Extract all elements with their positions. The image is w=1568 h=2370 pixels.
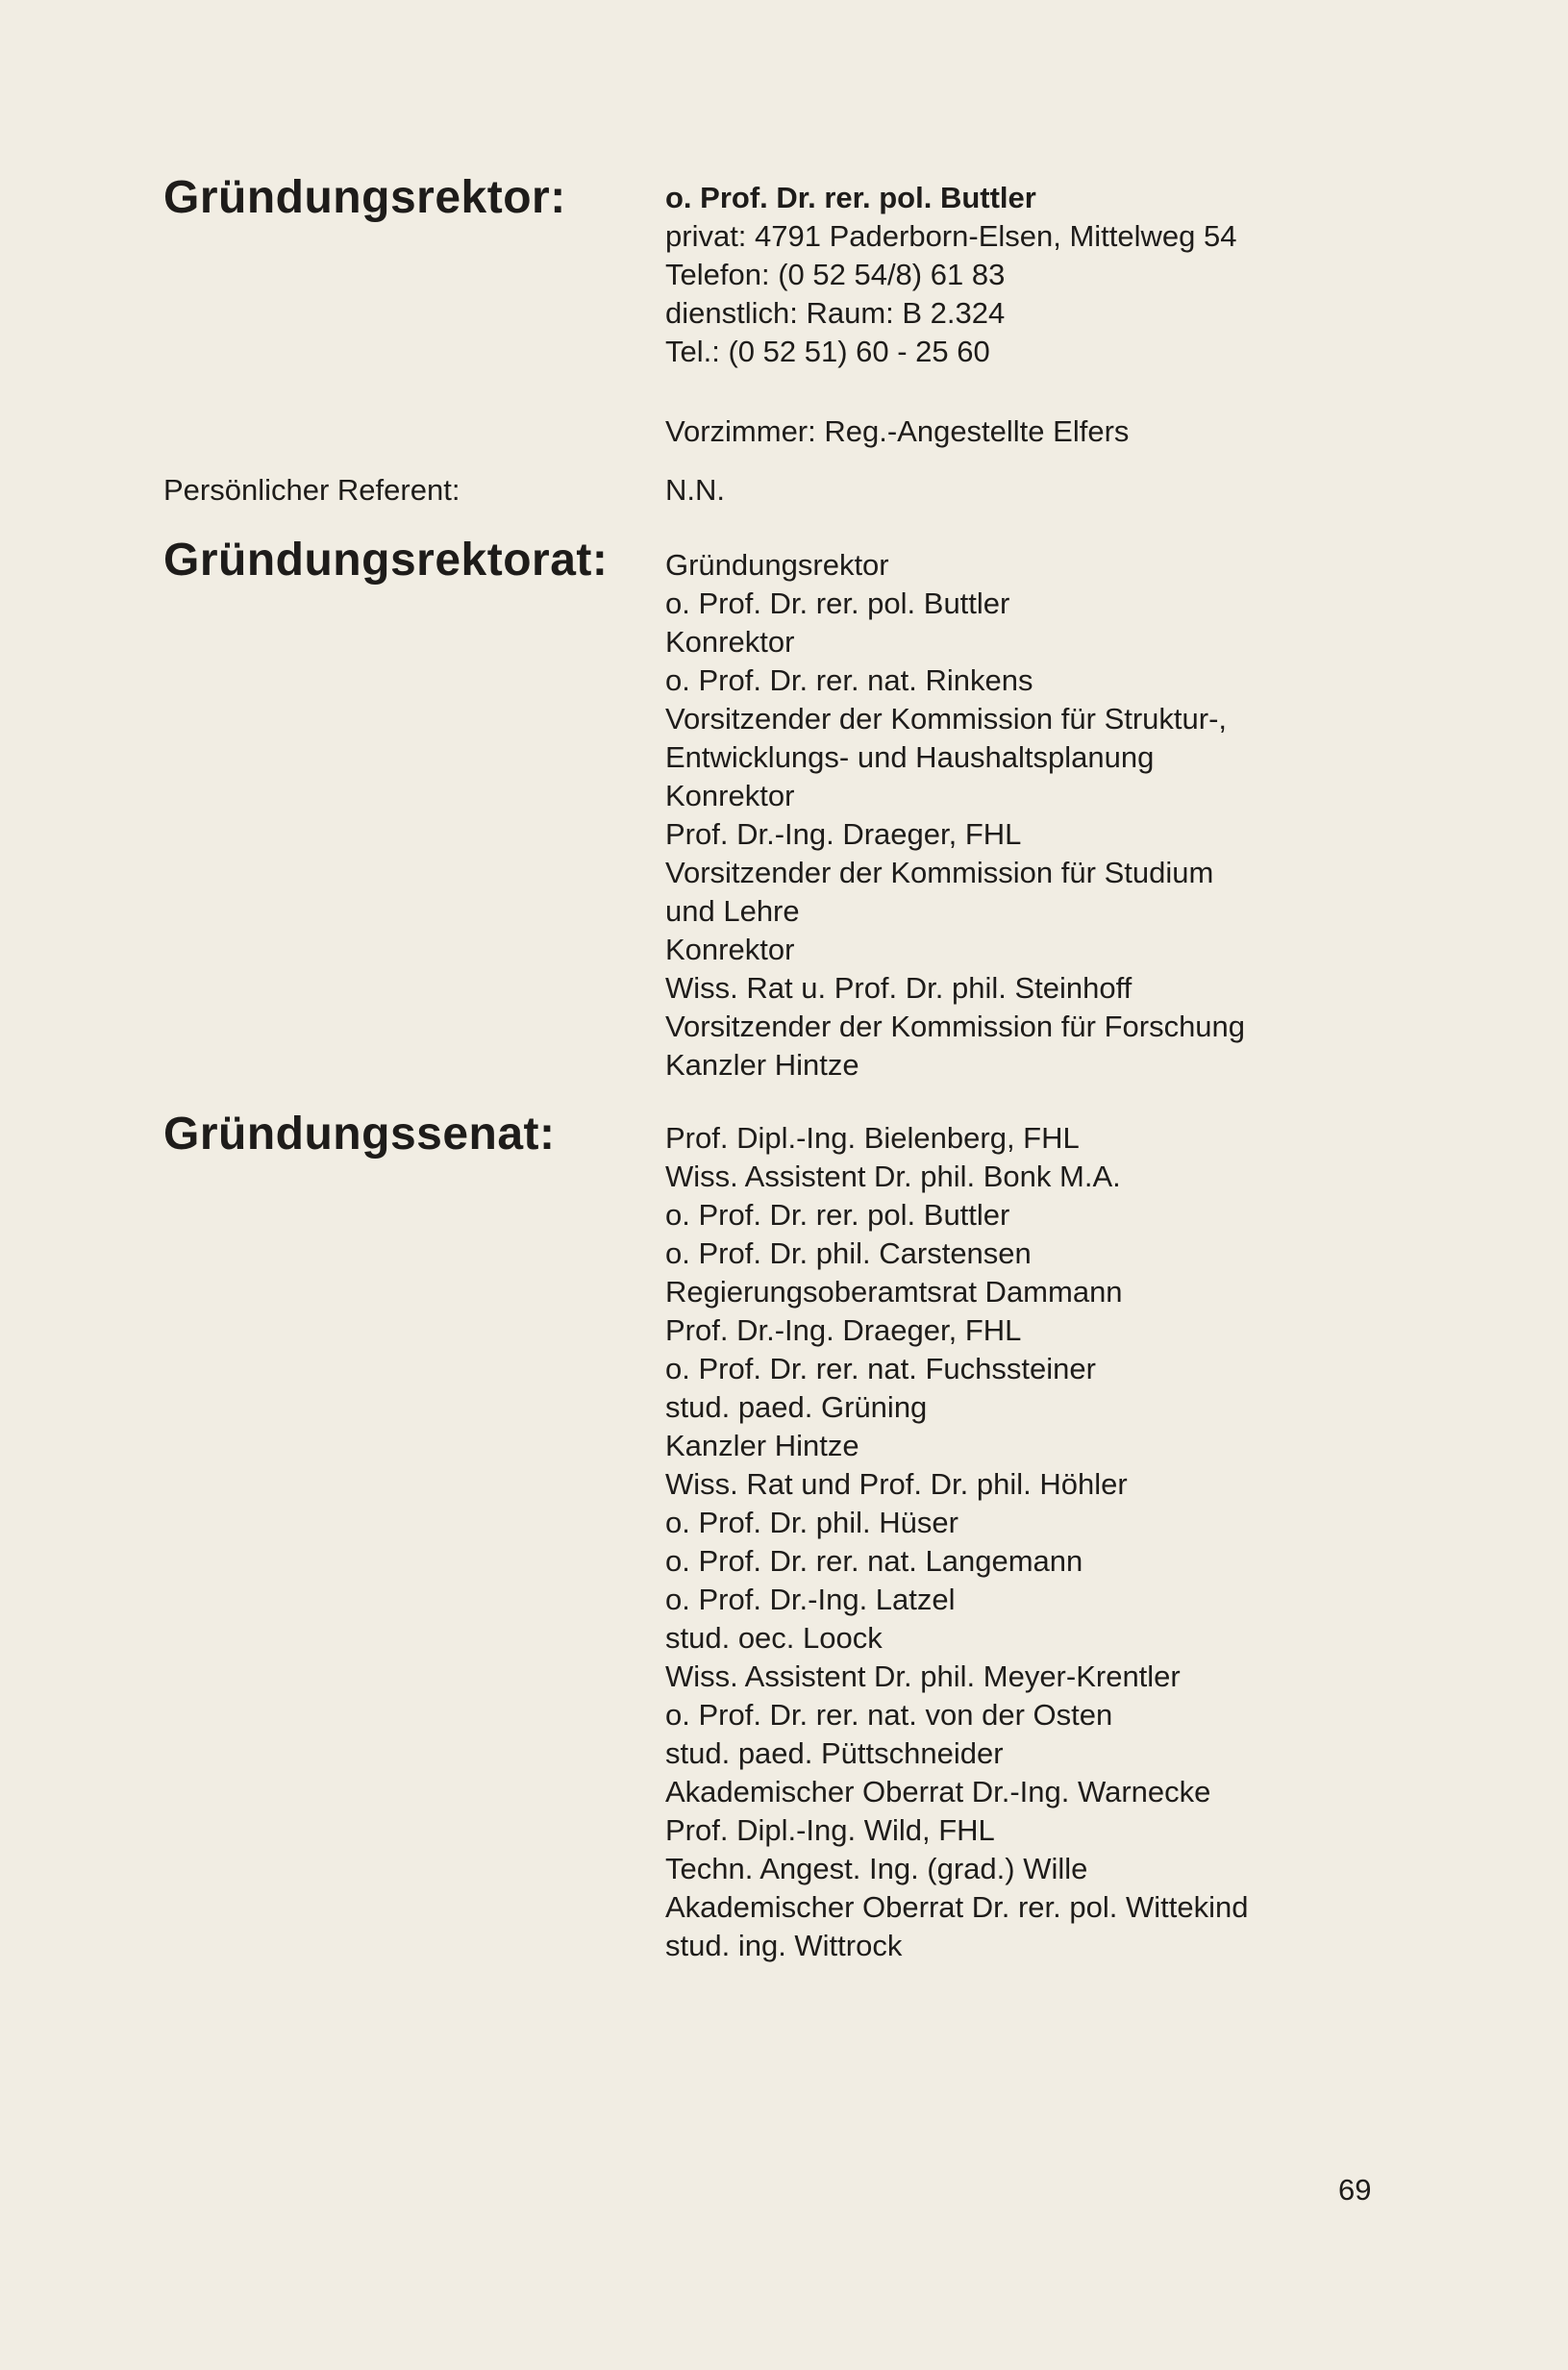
senat-member: o. Prof. Dr. rer. nat. Fuchssteiner (665, 1352, 1096, 1385)
rektorat-line: und Lehre (665, 894, 800, 928)
gruendungssenat-list (665, 1119, 1248, 1965)
rektorat-line: Gründungsrektor (665, 548, 889, 582)
rektor-name: o. Prof. Dr. rer. pol. Buttler (665, 181, 1036, 214)
rektorat-line: Konrektor (665, 779, 795, 812)
senat-member: stud. paed. Grüning (665, 1390, 928, 1424)
rektorat-line: Prof. Dr.-Ing. Draeger, FHL (665, 817, 1022, 851)
rektorat-line: Vorsitzender der Kommission für Studium (665, 856, 1214, 889)
senat-member: o. Prof. Dr. phil. Carstensen (665, 1236, 1032, 1270)
senat-member: Regierungsoberamtsrat Dammann (665, 1275, 1123, 1309)
heading-gruendungsrektorat: Gründungsrektorat: (163, 535, 609, 586)
rektorat-line: Wiss. Rat u. Prof. Dr. phil. Steinhoff (665, 971, 1132, 1005)
rektorat-line: Vorsitzender der Kommission für Forschung (665, 1010, 1246, 1043)
senat-member: Wiss. Assistent Dr. phil. Bonk M.A. (665, 1160, 1121, 1193)
senat-member: Prof. Dipl.-Ing. Bielenberg, FHL (665, 1121, 1080, 1155)
senat-member: o. Prof. Dr. rer. nat. von der Osten (665, 1698, 1113, 1732)
rektorat-line: Kanzler Hintze (665, 1048, 859, 1082)
rektorat-line: o. Prof. Dr. rer. nat. Rinkens (665, 663, 1033, 697)
heading-gruendungssenat: Gründungssenat: (163, 1109, 556, 1160)
heading-gruendungsrektor: Gründungsrektor: (163, 172, 566, 223)
senat-member: stud. ing. Wittrock (665, 1929, 903, 1962)
senat-member: stud. paed. Püttschneider (665, 1736, 1004, 1770)
rektorat-line: Entwicklungs- und Haushaltsplanung (665, 740, 1155, 774)
page-number: 69 (1338, 2173, 1372, 2207)
senat-member: Wiss. Rat und Prof. Dr. phil. Höhler (665, 1467, 1128, 1501)
rektor-phone-office: Tel.: (0 52 51) 60 - 25 60 (665, 335, 990, 368)
rektor-phone-private: Telefon: (0 52 54/8) 61 83 (665, 258, 1006, 291)
rektorat-line: Vorsitzender der Kommission für Struktur-, (665, 702, 1228, 736)
senat-member: o. Prof. Dr.-Ing. Latzel (665, 1583, 956, 1616)
senat-member: o. Prof. Dr. phil. Hüser (665, 1506, 958, 1539)
rektor-address: privat: 4791 Paderborn-Elsen, Mittelweg 54 (665, 219, 1237, 253)
senat-member: stud. oec. Loock (665, 1621, 883, 1655)
rektorat-line: o. Prof. Dr. rer. pol. Buttler (665, 586, 1010, 620)
senat-member: Wiss. Assistent Dr. phil. Meyer-Krentler (665, 1659, 1181, 1693)
rektor-vorzimmer: Vorzimmer: Reg.-Angestellte Elfers (665, 414, 1130, 448)
senat-member: Prof. Dipl.-Ing. Wild, FHL (665, 1813, 995, 1847)
referent-value: N.N. (665, 473, 725, 507)
senat-member: o. Prof. Dr. rer. pol. Buttler (665, 1198, 1010, 1232)
label-persoenlicher-referent: Persönlicher Referent: (163, 473, 460, 507)
senat-member: Techn. Angest. Ing. (grad.) Wille (665, 1852, 1088, 1885)
senat-member: Akademischer Oberrat Dr. rer. pol. Wittekind (665, 1890, 1249, 1924)
senat-member: Kanzler Hintze (665, 1429, 859, 1462)
senat-member: o. Prof. Dr. rer. nat. Langemann (665, 1544, 1083, 1578)
rektorat-line: Konrektor (665, 625, 795, 659)
gruendungsrektorat-list (665, 546, 1245, 1085)
gruendungsrektor-details (665, 179, 1237, 371)
rektor-office-room: dienstlich: Raum: B 2.324 (665, 296, 1006, 330)
senat-member: Akademischer Oberrat Dr.-Ing. Warnecke (665, 1775, 1211, 1809)
rektorat-line: Konrektor (665, 933, 795, 966)
senat-member: Prof. Dr.-Ing. Draeger, FHL (665, 1313, 1022, 1347)
